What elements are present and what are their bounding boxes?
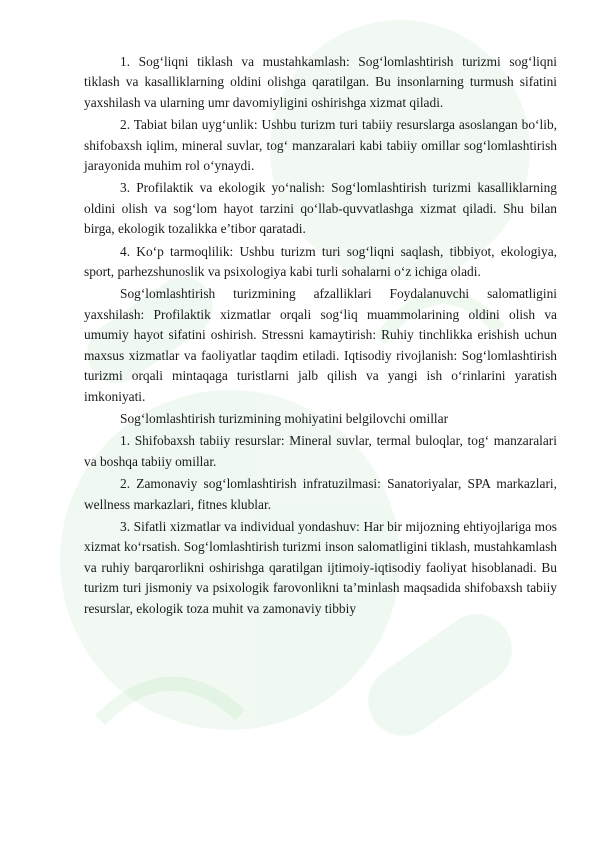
document-page (84, 52, 557, 619)
paragraph-health-restoration: 1. Sog‘liqni tiklash va mustahkamlash: Sog‘lomlashtirish turizmi sog‘liqni tiklash va kasalliklarning oldini olishga qaratilgan. Bu insonlarning turmush sifatini yaxshilash va ularning umr davomiyligini oshirishga xizmat qiladi. (84, 54, 557, 110)
paragraph-natural-resources: 1. Shifobaxsh tabiiy resurslar: Mineral suvlar, termal buloqlar, tog‘ manzaralari va boshqa tabiiy omillar. (84, 433, 557, 469)
paragraph-harmony-with-nature: 2. Tabiat bilan uyg‘unlik: Ushbu turizm turi tabiiy resurslarga asoslangan bo‘lib, shifobaxsh iqlim, mineral suvlar, tog‘ manzaralari kabi tabiiy omillar sog‘lomlashtirish jarayonida muhim rol o‘ynaydi. (84, 117, 557, 174)
paragraph-quality-services: 3. Sifatli xizmatlar va individual yondashuv: Har bir mijozning ehtiyojlariga mos xizmat ko‘rsatish. Sog‘lomlashtirish turizmi inson salomatligini tiklash, mustahkamlash va ruhiy barqarorlikni oshirishga qaratilgan ijtimoiy-iqtisodiy faoliyat hisoblanadi. Bu turizm turi jismoniy va psixologik farovonlikni ta’minlash maqsadida shifobaxsh tabiiy resurslar, ekologik toza muhit va zamonaviy tibbiy (84, 518, 557, 616)
paragraph-multisector: 4. Ko‘p tarmoqlilik: Ushbu turizm turi sog‘liqni saqlash, tibbiyot, ekologiya, sport, parhezshunoslik va psixologiya kabi turli sohalarni o‘z ichiga oladi. (84, 243, 557, 280)
section-heading-factors: Sog‘lomlashtirish turizmining mohiyatini belgilovchi omillar (120, 410, 449, 426)
paragraph-infrastructure: 2. Zamonaviy sog‘lomlashtirish infratuzilmasi: Sanatoriyalar, SPA markazlari, wellness markazlari, fitnes klublar. (84, 476, 557, 512)
paragraph-advantages: Sog‘lomlashtirish turizmining afzalliklari Foydalanuvchi salomatligini yaxshilash: Profilaktik xizmatlar orqali sog‘liq muammolarining oldini olish va umumiy hayot sifatini oshirish. Stressni kamaytirish: Ruhiy tinchlikka erishish uchun maxsus xizmatlar va faoliyatlar taqdim etiladi. Iqtisodiy rivojlanish: Sog‘lomlashtirish turizmi orqali mintaqaga turistlarni jalb qilish va yangi ish o‘rinlarini yaratish imkoniyati. (84, 286, 557, 404)
paragraph-preventive-ecological: 3. Profilaktik va ekologik yo‘nalish: Sog‘lomlashtirish turizmi kasalliklarning oldini olish va sog‘lom hayot tarzini qo‘llab-quvvatlashga xizmat qiladi. Shu bilan birga, ekologik tozalikka e’tibor qaratadi. (84, 180, 557, 237)
